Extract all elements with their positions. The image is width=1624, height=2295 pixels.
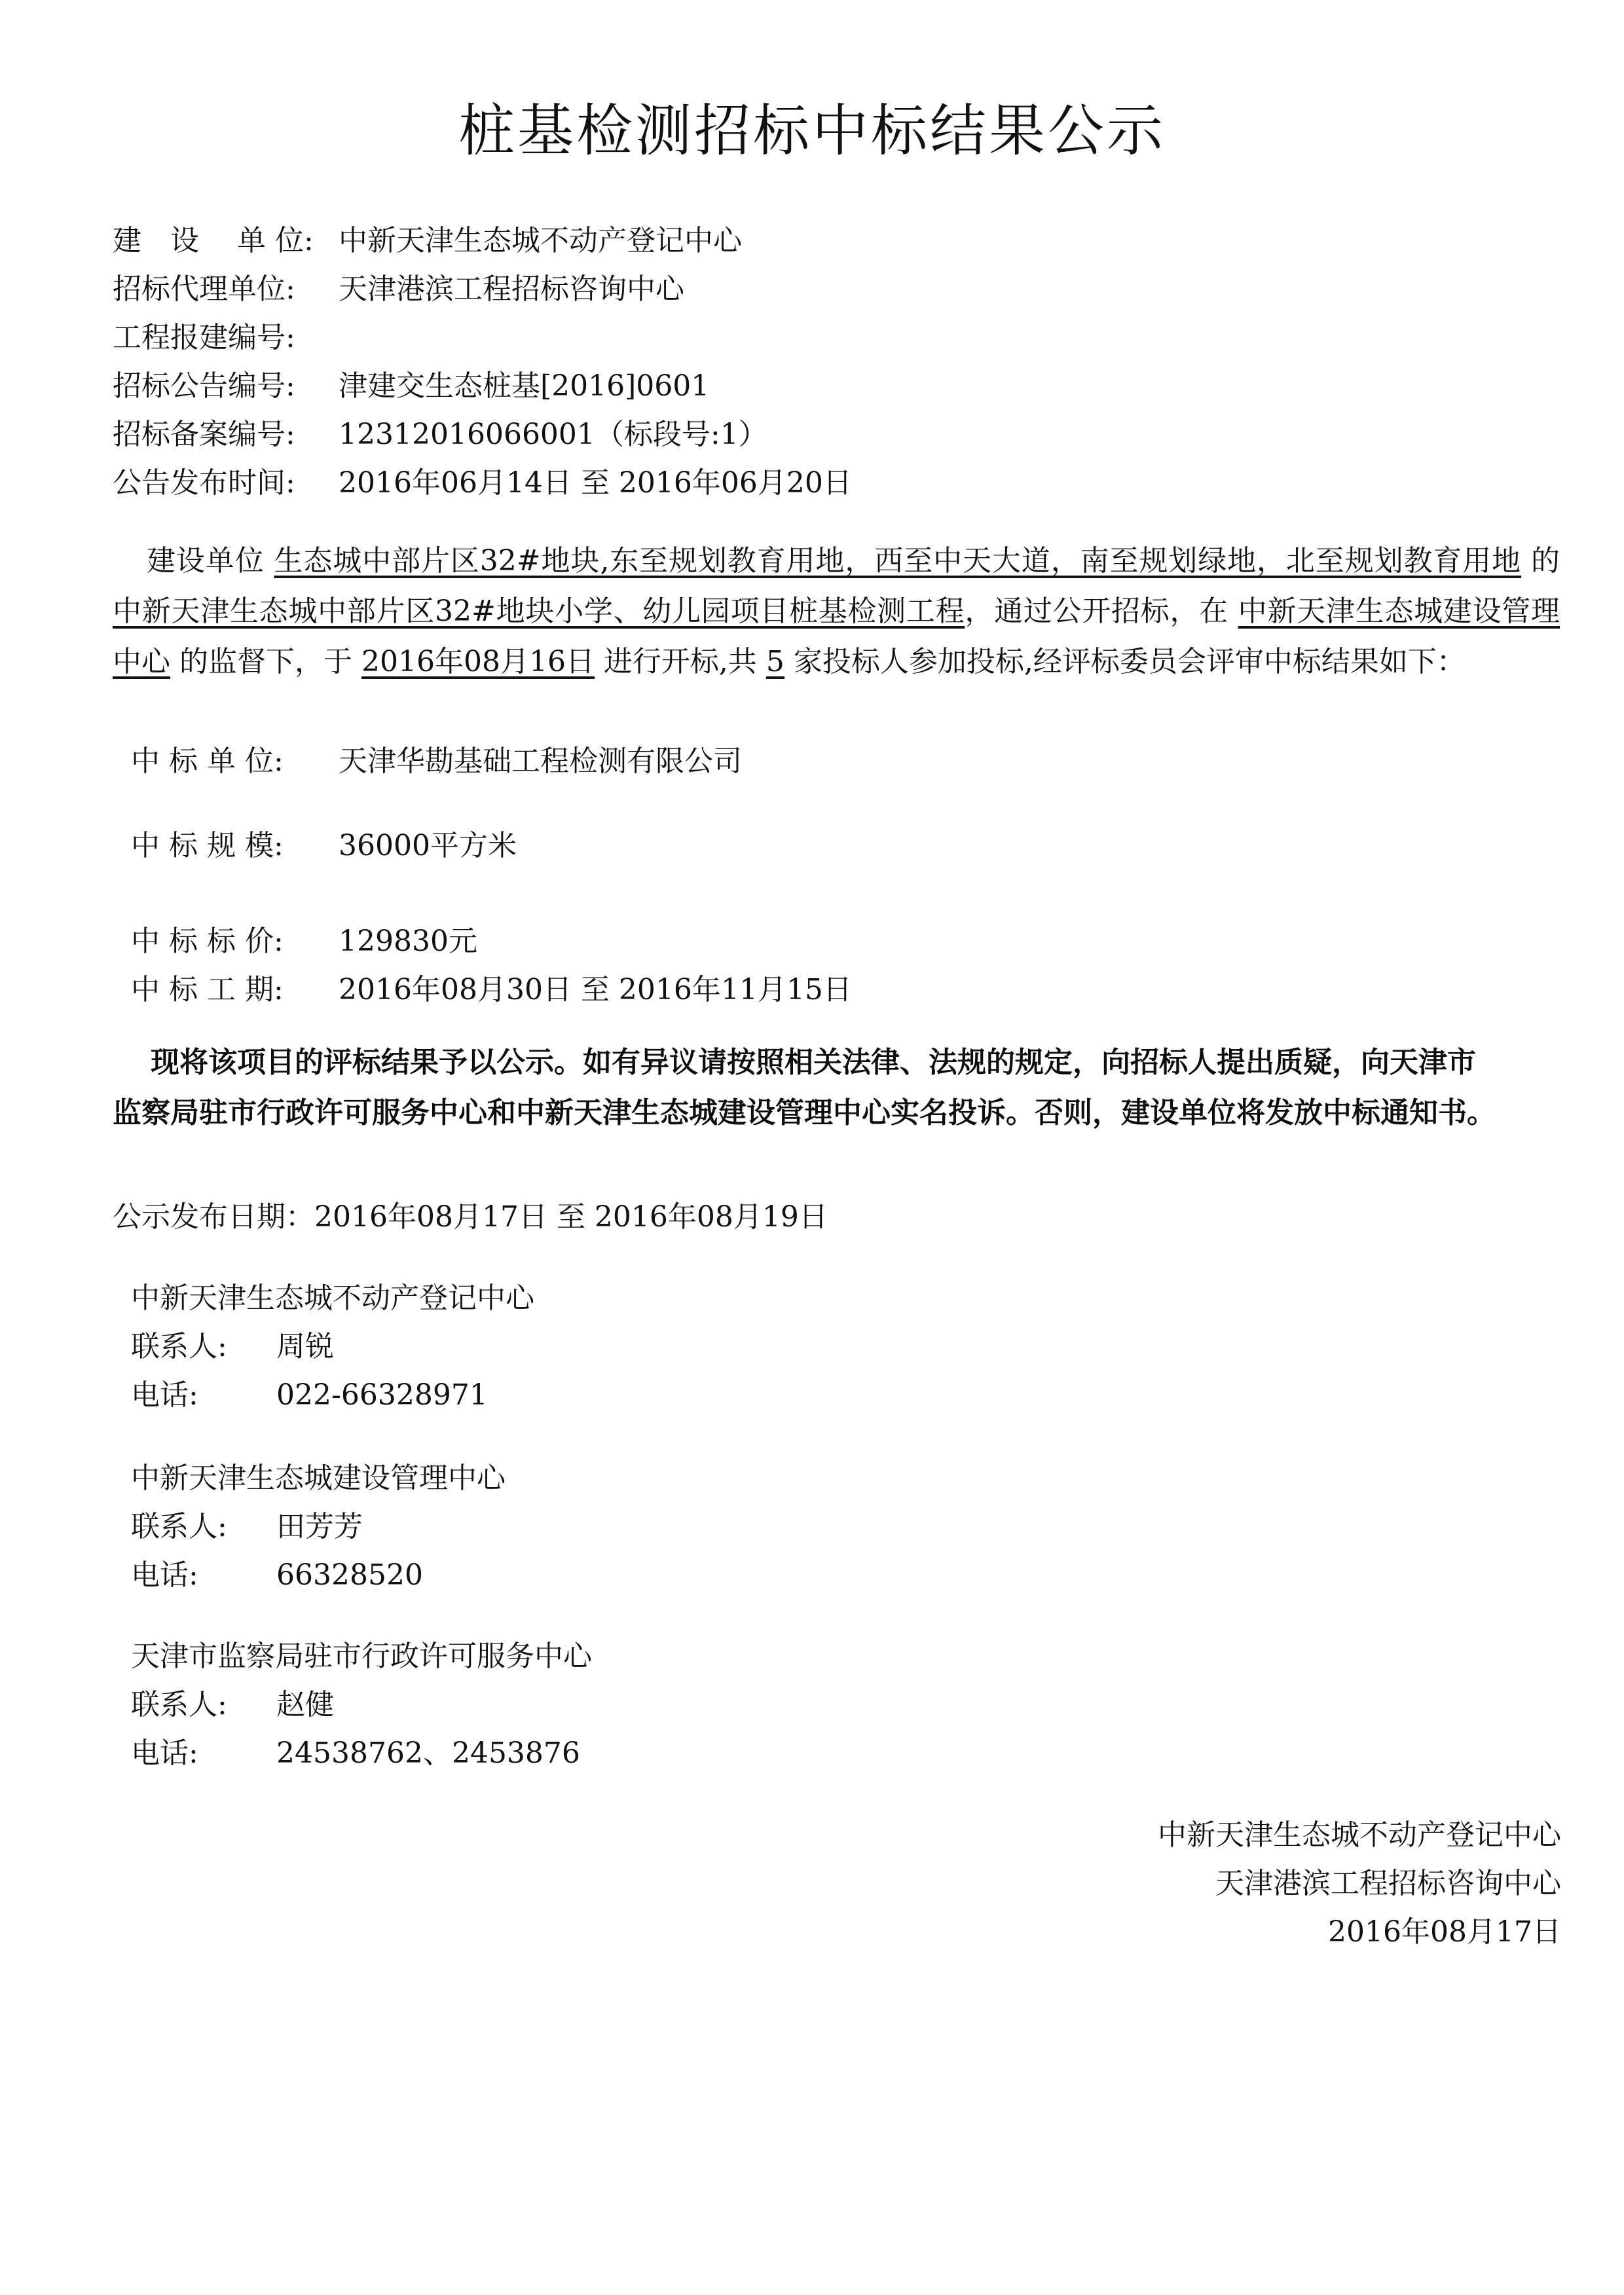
paragraph-text: 的: [1521, 544, 1560, 578]
contact-phone: 24538762、2453876: [276, 1736, 580, 1770]
contact-phone-row: [131, 1557, 423, 1594]
contact-phone-label: 电话:: [131, 1736, 198, 1770]
info-row-project-code: [113, 320, 339, 356]
scale-row: [131, 828, 517, 864]
result-label: 中 标 工 期:: [131, 973, 284, 1006]
info-label: 建 设 单 位:: [113, 224, 314, 257]
project-name: 中新天津生态城中部片区32#地块小学、幼儿园项目桩基检测工程: [113, 595, 965, 628]
contact-person-label: 联系人:: [131, 1510, 227, 1543]
contact-person: 周锐: [276, 1330, 334, 1363]
info-row-notice-code: [113, 368, 709, 405]
info-value: 中新天津生态城不动产登记中心: [339, 224, 742, 257]
winner-period: 2016年08月30日 至 2016年11月15日: [339, 973, 852, 1006]
info-label: 工程报建编号:: [113, 321, 295, 354]
contact-phone-row: [131, 1377, 488, 1414]
paragraph-text: 进行开标,共: [594, 645, 766, 678]
page-title: 桩基检测招标中标结果公示: [458, 98, 1166, 164]
contact-org: 中新天津生态城建设管理中心: [131, 1461, 506, 1495]
paragraph-text: 建设单位: [147, 544, 274, 578]
contact-person-row: [131, 1687, 334, 1723]
winner-row: [131, 743, 742, 780]
contact-phone-label: 电话:: [131, 1558, 198, 1592]
publish-period: 公示发布日期：2016年08月17日 至 2016年08月19日: [113, 1200, 828, 1234]
info-label: 招标公告编号:: [113, 369, 295, 403]
winner-name: 天津华勘基础工程检测有限公司: [339, 744, 742, 778]
contact-person-label: 联系人:: [131, 1688, 227, 1721]
info-value: 12312016066001（标段号:1）: [339, 418, 767, 451]
contact-org: 天津市监察局驻市行政许可服务中心: [131, 1640, 592, 1673]
info-label: 招标代理单位:: [113, 272, 295, 306]
contact-phone: 66328520: [276, 1558, 423, 1592]
result-label: 中 标 标 价:: [131, 925, 284, 958]
info-row-builder: [113, 223, 742, 259]
bidder-count: 5: [766, 645, 784, 678]
supervisor-name: 中新天津生态城建设管理中心: [113, 595, 1560, 678]
signature-line: 天津港滨工程招标咨询中心: [1215, 1867, 1561, 1900]
info-value: 津建交生态桩基[2016]0601: [339, 369, 710, 403]
winner-scale: 36000平方米: [339, 829, 517, 862]
open-date: 2016年08月16日: [361, 645, 595, 678]
contact-person-row: [131, 1329, 334, 1365]
paragraph-text: ，通过公开招标，在: [965, 595, 1238, 628]
info-row-notice-time: [113, 465, 852, 502]
contact-phone-row: [131, 1735, 580, 1772]
winner-price: 129830元: [339, 925, 477, 958]
project-location: 生态城中部片区32#地块,东至规划教育用地，西至中天大道，南至规划绿地，北至规划教育用地: [274, 544, 1522, 578]
paragraph-text: 的监督下，于: [170, 645, 361, 678]
contact-phone-label: 电话:: [131, 1378, 198, 1412]
signature-date: 2016年08月17日: [1328, 1915, 1561, 1949]
info-label: 公告发布时间:: [113, 466, 295, 500]
info-row-agent: [113, 271, 684, 308]
period-row: [131, 972, 852, 1008]
result-label: 中 标 规 模:: [131, 829, 284, 862]
result-label: 中 标 单 位:: [131, 744, 284, 778]
contact-phone: 022-66328971: [276, 1378, 488, 1412]
contact-person-label: 联系人:: [131, 1330, 227, 1363]
contact-org: 中新天津生态城不动产登记中心: [131, 1281, 534, 1315]
contact-person: 赵健: [276, 1688, 334, 1721]
price-row: [131, 923, 477, 960]
info-value: 2016年06月14日 至 2016年06月20日: [339, 466, 852, 500]
info-value: 天津港滨工程招标咨询中心: [339, 272, 684, 306]
paragraph-text: 家投标人参加投标,经评标委员会评审中标结果如下：: [784, 645, 1466, 678]
contact-person: 田芳芳: [276, 1510, 363, 1543]
info-row-record-code: [113, 416, 767, 453]
objection-notice: 现将该项目的评标结果予以公示。如有异议请按照相关法律、法规的规定，向招标人提出质疑，向天津市监察局驻市行政许可服务中心和中新天津生态城建设管理中心实名投诉。否则，建设单位将发放中标通知书。: [113, 1046, 1496, 1129]
info-label: 招标备案编号:: [113, 418, 295, 451]
signature-line: 中新天津生态城不动产登记中心: [1158, 1818, 1561, 1852]
tender-paragraph: [113, 536, 1560, 687]
contact-person-row: [131, 1509, 363, 1545]
